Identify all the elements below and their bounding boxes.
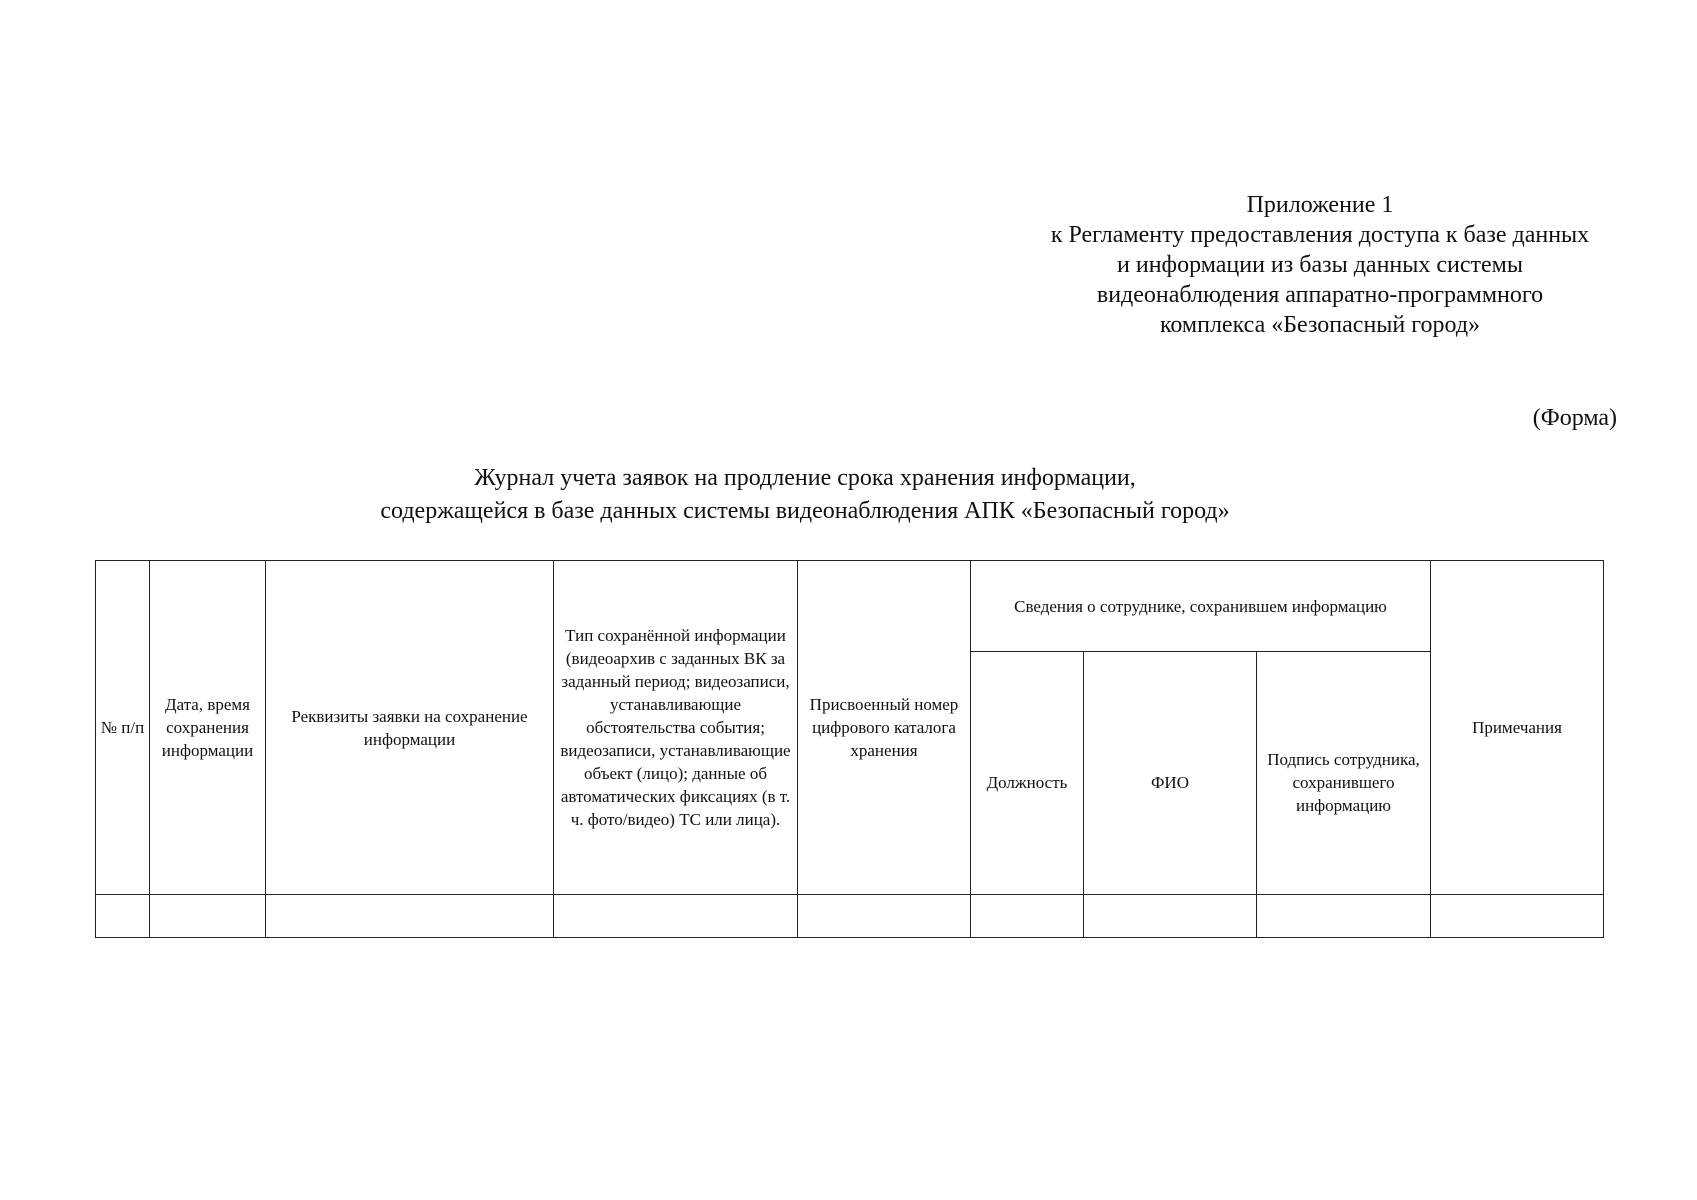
table-cell (971, 895, 1084, 938)
header-name: ФИО (1084, 652, 1257, 895)
appendix-block (1000, 190, 1640, 340)
journal-table (95, 560, 1604, 938)
table-cell (1257, 895, 1431, 938)
table-cell (554, 895, 798, 938)
table-cell (150, 895, 266, 938)
header-notes: Примечания (1431, 561, 1604, 895)
table-cell (798, 895, 971, 938)
table-cell (1084, 895, 1257, 938)
table-cell (266, 895, 554, 938)
header-info-type: Тип сохранённой информации (видеоархив с заданных ВК за заданный период; видеозаписи, устанавливающие обстоятельства события; видеозаписи, устанавливающие объект (лицо); данные об автоматических фиксациях (в т. ч. фото/видео) ТС или лица). (554, 561, 798, 895)
header-employee-group: Сведения о сотруднике, сохранившем информацию (971, 561, 1431, 652)
header-request: Реквизиты заявки на сохранение информации (266, 561, 554, 895)
header-catalog-number: Присвоенный номер цифрового каталога хранения (798, 561, 971, 895)
header-signature: Подпись сотрудника, сохранившего информацию (1257, 652, 1431, 895)
journal-title-line: Журнал учета заявок на продление срока хранения информации, (474, 465, 1136, 491)
journal-title-line: содержащейся в базе данных системы видеонаблюдения АПК «Безопасный город» (380, 498, 1230, 524)
journal-title (300, 462, 1310, 528)
header-number: № п/п (96, 561, 150, 895)
appendix-line: и информации из базы данных системы (1117, 252, 1523, 278)
form-label: (Форма) (1532, 405, 1617, 431)
table-row (96, 895, 1604, 938)
appendix-line: видеонаблюдения аппаратно-программного (1096, 282, 1544, 308)
table-cell (96, 895, 150, 938)
header-row-top (96, 561, 1604, 652)
header-position: Должность (971, 652, 1084, 895)
appendix-line: комплекса «Безопасный город» (1159, 312, 1481, 338)
appendix-line: Приложение 1 (1246, 192, 1394, 218)
appendix-line: к Регламенту предоставления доступа к базе данных (1050, 222, 1590, 248)
table-cell (1431, 895, 1604, 938)
header-date: Дата, время сохранения информации (150, 561, 266, 895)
